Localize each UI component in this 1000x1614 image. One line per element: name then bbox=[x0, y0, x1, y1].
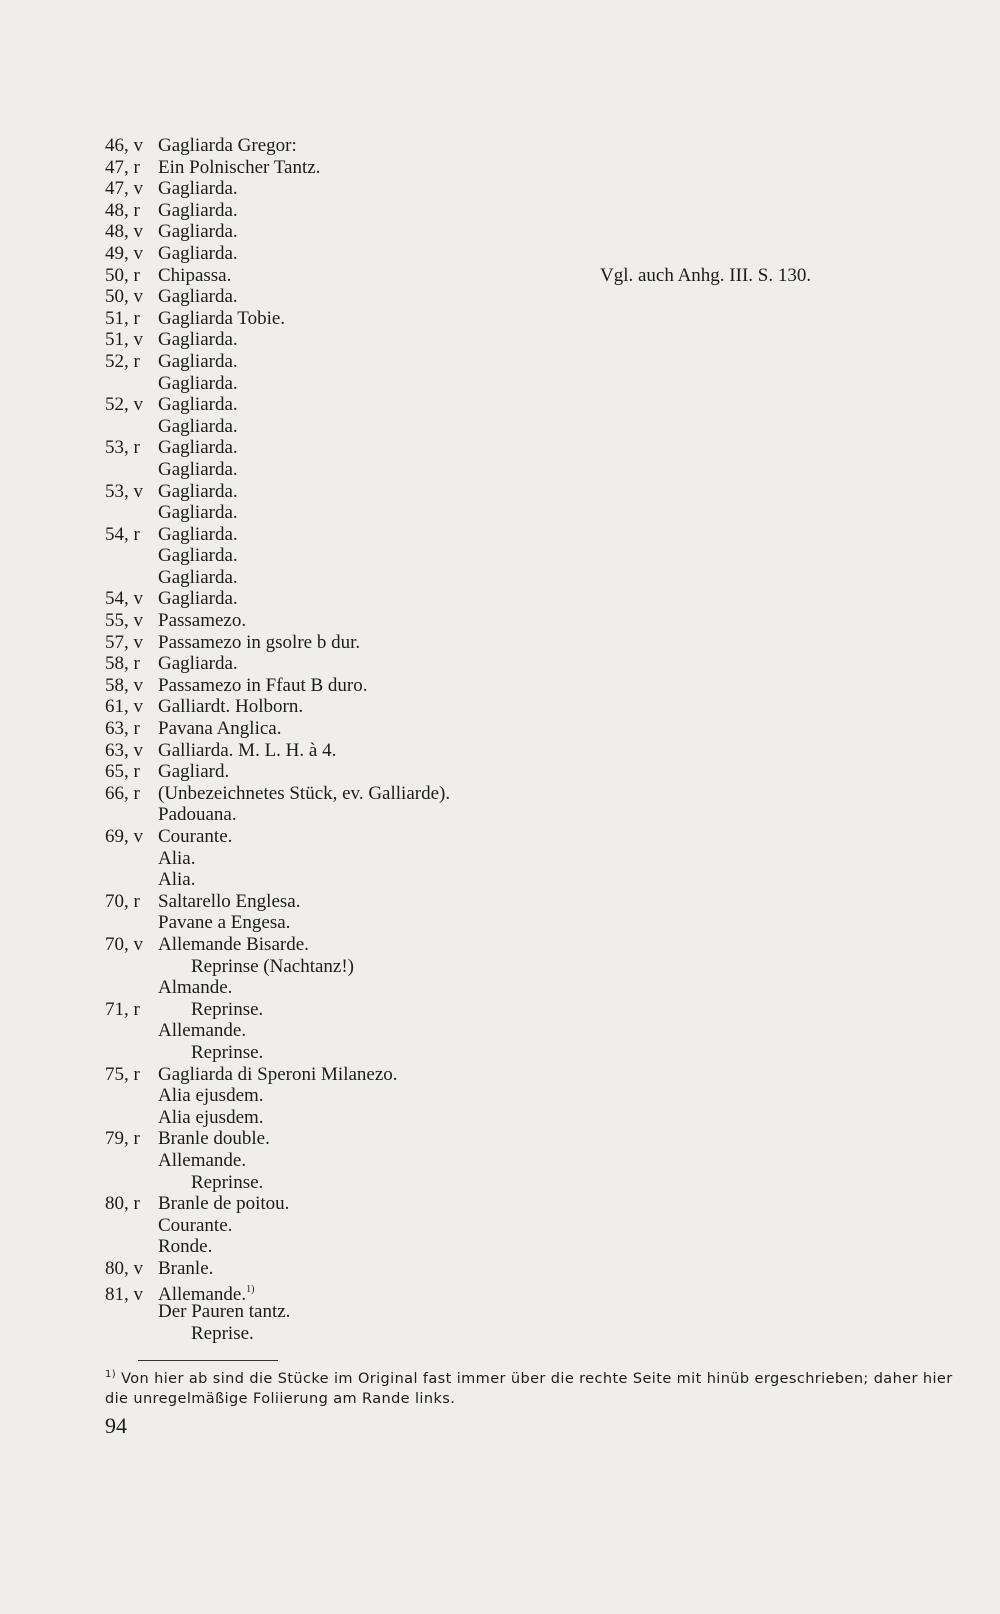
piece-title: Allemande. bbox=[158, 1149, 247, 1171]
entry-row bbox=[105, 891, 450, 913]
entry-row bbox=[105, 977, 450, 999]
folio-number: 69, v bbox=[105, 826, 143, 847]
entry-row bbox=[105, 416, 450, 438]
entry-row bbox=[105, 1020, 450, 1042]
entry-row bbox=[105, 502, 450, 524]
folio-number: 54, v bbox=[105, 588, 143, 610]
folio-number: 71, r bbox=[105, 998, 140, 1020]
entry-row bbox=[105, 740, 450, 762]
piece-title: Padouana. bbox=[158, 804, 237, 826]
entry-row bbox=[105, 1042, 450, 1064]
entry-row bbox=[105, 999, 450, 1021]
entry-row bbox=[105, 459, 450, 481]
page-number: 94 bbox=[105, 1413, 127, 1438]
entry-row bbox=[105, 243, 450, 265]
piece-title: Gagliarda. bbox=[158, 350, 238, 372]
entry-row bbox=[105, 632, 450, 654]
entry-row bbox=[105, 157, 450, 179]
piece-title: Der Pauren tantz. bbox=[158, 1301, 291, 1323]
footnote-rule bbox=[138, 1360, 278, 1361]
piece-title: Pavana Anglica. bbox=[158, 718, 282, 740]
entry-row bbox=[105, 826, 450, 848]
piece-title: Gagliarda. bbox=[158, 329, 238, 351]
folio-number: 80, r bbox=[105, 1193, 140, 1215]
folio-number: 49, v bbox=[105, 242, 143, 264]
side-note: Vgl. auch Anhg. III. S. 130. bbox=[600, 265, 812, 286]
entry-row bbox=[105, 308, 450, 330]
folio-number: 63, v bbox=[105, 739, 143, 761]
piece-title: Reprinse. bbox=[191, 998, 264, 1020]
folio-number: 48, r bbox=[105, 199, 140, 221]
piece-title: Gagliarda. bbox=[158, 286, 238, 308]
piece-title: Branle double. bbox=[158, 1128, 270, 1150]
piece-title: Gagliarda. bbox=[158, 588, 238, 610]
piece-title: Gagliarda Tobie. bbox=[158, 307, 286, 329]
folio-number: 81, v bbox=[105, 1283, 143, 1305]
entry-row bbox=[105, 524, 450, 546]
piece-title: Gagliarda. bbox=[158, 199, 238, 221]
piece-title: Allemande. bbox=[158, 1283, 247, 1305]
entry-row bbox=[105, 761, 450, 783]
piece-title: Courante. bbox=[158, 1214, 233, 1236]
folio-number: 75, r bbox=[105, 1063, 140, 1085]
entry-row bbox=[105, 1193, 450, 1215]
entry-row bbox=[105, 1258, 450, 1280]
piece-title: Reprinse. bbox=[191, 1041, 264, 1063]
piece-title: Allemande Bisarde. bbox=[158, 933, 309, 955]
piece-title: Ein Polnischer Tantz. bbox=[158, 156, 321, 178]
entry-row bbox=[105, 1215, 450, 1237]
piece-title: Gagliarda. bbox=[158, 178, 238, 200]
entry-row bbox=[105, 610, 450, 632]
folio-number: 61, v bbox=[105, 696, 143, 718]
piece-title: Gagliarda di Speroni Milanezo. bbox=[158, 1063, 398, 1085]
folio-number: 47, v bbox=[105, 178, 143, 200]
piece-title: Gagliarda. bbox=[158, 502, 238, 524]
entry-row bbox=[105, 718, 450, 740]
entry-row bbox=[105, 869, 450, 891]
entry-row bbox=[105, 1172, 450, 1194]
folio-number: 50, r bbox=[105, 264, 140, 286]
entry-row bbox=[105, 545, 450, 567]
folio-entry-list bbox=[105, 135, 450, 1344]
folio-number: 58, r bbox=[105, 653, 140, 675]
folio-number: 58, v bbox=[105, 674, 143, 696]
folio-number: 53, r bbox=[105, 437, 140, 459]
entry-row bbox=[105, 1064, 450, 1086]
folio-number: 52, r bbox=[105, 350, 140, 372]
folio-number: 79, r bbox=[105, 1128, 140, 1150]
piece-title: Alia ejusdem. bbox=[158, 1085, 264, 1107]
folio-number: 47, r bbox=[105, 156, 140, 178]
piece-title: Gagliarda. bbox=[158, 437, 238, 459]
entry-row bbox=[105, 221, 450, 243]
entry-row bbox=[105, 1279, 450, 1305]
piece-title: Gagliarda. bbox=[158, 415, 238, 437]
entry-row bbox=[105, 437, 450, 459]
piece-title: Branle. bbox=[158, 1257, 214, 1279]
piece-title: Pavane a Engesa. bbox=[158, 912, 291, 934]
entry-row bbox=[105, 1128, 450, 1150]
piece-title: Gagliard. bbox=[158, 761, 230, 783]
entry-row bbox=[105, 912, 450, 934]
folio-number: 57, v bbox=[105, 631, 143, 653]
folio-number: 80, v bbox=[105, 1257, 143, 1279]
piece-title: Gagliarda. bbox=[158, 545, 238, 567]
entry-row bbox=[105, 696, 450, 718]
piece-title: Reprinse. bbox=[191, 1171, 264, 1193]
entry-row bbox=[105, 329, 450, 351]
piece-title: Courante. bbox=[158, 826, 233, 847]
entry-row bbox=[105, 265, 450, 287]
piece-title: Galliarda. M. L. H. à 4. bbox=[158, 739, 337, 761]
entry-row bbox=[105, 1236, 450, 1258]
piece-title: Gagliarda. bbox=[158, 372, 238, 394]
piece-title: Passamezo in Ffaut B duro. bbox=[158, 674, 368, 696]
folio-number: 46, v bbox=[105, 135, 143, 156]
piece-title: Saltarello Englesa. bbox=[158, 890, 301, 912]
piece-title: Reprinse (Nachtanz!) bbox=[191, 955, 355, 977]
piece-title: Gagliarda. bbox=[158, 221, 238, 243]
entry-row bbox=[105, 934, 450, 956]
entry-row bbox=[105, 588, 450, 610]
piece-title: Gagliarda. bbox=[158, 394, 238, 416]
piece-title: Branle de poitou. bbox=[158, 1193, 290, 1215]
entry-row bbox=[105, 200, 450, 222]
piece-title: Gagliarda. bbox=[158, 523, 238, 545]
entry-row bbox=[105, 567, 450, 589]
folio-number: 63, r bbox=[105, 718, 140, 740]
footnote bbox=[105, 1365, 975, 1409]
folio-number: 55, v bbox=[105, 610, 143, 632]
entry-row bbox=[105, 178, 450, 200]
folio-number: 66, r bbox=[105, 782, 140, 804]
piece-title: Allemande. bbox=[158, 1020, 247, 1042]
entry-row bbox=[105, 1323, 450, 1345]
piece-title: Alia. bbox=[158, 847, 196, 869]
piece-title: Passamezo in gsolre b dur. bbox=[158, 631, 361, 653]
piece-title: Galliardt. Holborn. bbox=[158, 696, 304, 718]
entry-row bbox=[105, 481, 450, 503]
entry-row bbox=[105, 1107, 450, 1129]
piece-title: Gagliarda. bbox=[158, 480, 238, 502]
entry-row bbox=[105, 373, 450, 395]
folio-number: 54, r bbox=[105, 523, 140, 545]
entry-row bbox=[105, 653, 450, 675]
piece-title: Gagliarda. bbox=[158, 566, 238, 588]
piece-title: Almande. bbox=[158, 977, 233, 999]
folio-number: 50, v bbox=[105, 286, 143, 308]
folio-number: 70, v bbox=[105, 933, 143, 955]
piece-title: Passamezo. bbox=[158, 610, 247, 632]
folio-number: 51, r bbox=[105, 307, 140, 329]
entry-row bbox=[105, 286, 450, 308]
entry-row bbox=[105, 351, 450, 373]
folio-number: 65, r bbox=[105, 761, 140, 783]
folio-number: 53, v bbox=[105, 480, 143, 502]
piece-title: Gagliarda. bbox=[158, 653, 238, 675]
entry-row bbox=[105, 1150, 450, 1172]
piece-title: Reprise. bbox=[191, 1322, 254, 1344]
folio-number: 48, v bbox=[105, 221, 143, 243]
entry-row bbox=[105, 1085, 450, 1107]
piece-title: Chipassa. bbox=[158, 264, 232, 286]
piece-title: Alia. bbox=[158, 869, 196, 891]
piece-title: Alia ejusdem. bbox=[158, 1106, 264, 1128]
folio-number: 51, v bbox=[105, 329, 143, 351]
entry-row bbox=[105, 135, 450, 157]
entry-row bbox=[105, 675, 450, 697]
footnote-text: Von hier ab sind die Stücke im Original fast immer über die rechte Seite mit hinüb ergeschrieben; daher hier die unregelmäßige Foliierung am Rande links. bbox=[105, 1370, 953, 1407]
entry-row bbox=[105, 848, 450, 870]
entry-row bbox=[105, 804, 450, 826]
piece-title: Gagliarda. bbox=[158, 458, 238, 480]
folio-number: 70, r bbox=[105, 890, 140, 912]
footnote-mark: 1) bbox=[105, 1369, 117, 1380]
entry-row bbox=[105, 394, 450, 416]
folio-number: 52, v bbox=[105, 394, 143, 416]
piece-title: (Unbezeichnetes Stück, ev. Galliarde). bbox=[158, 782, 451, 804]
entry-row bbox=[105, 783, 450, 805]
entry-row bbox=[105, 956, 450, 978]
piece-title: Ronde. bbox=[158, 1236, 213, 1258]
piece-title: Gagliarda Gregor: bbox=[158, 135, 297, 156]
footnote-reference: 1) bbox=[246, 1284, 255, 1296]
piece-title: Gagliarda. bbox=[158, 242, 238, 264]
entry-row bbox=[105, 1301, 450, 1323]
